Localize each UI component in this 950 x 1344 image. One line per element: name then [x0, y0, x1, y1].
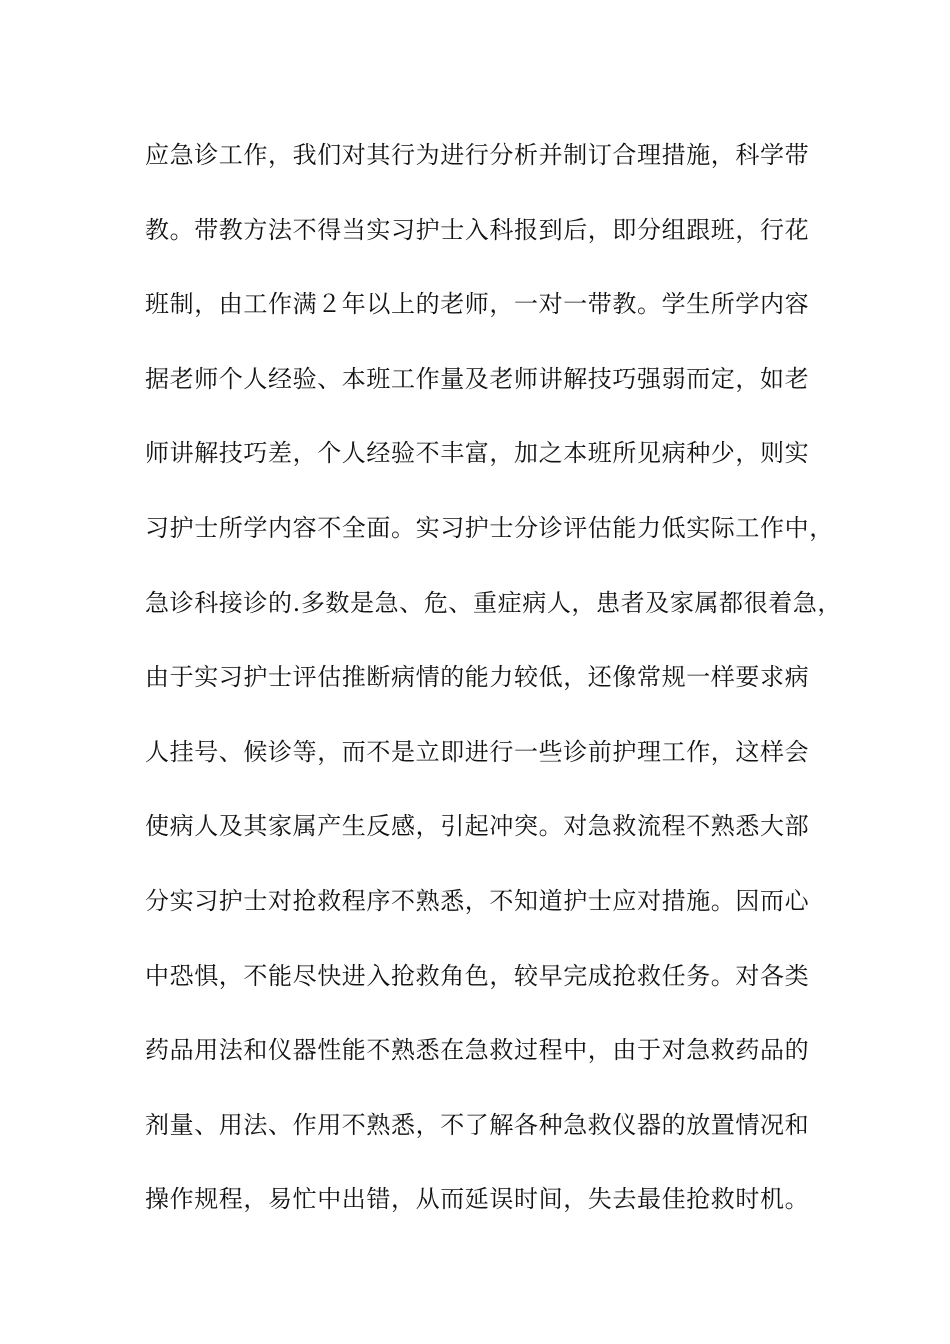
text-line: 药品用法和仪器性能不熟悉在急救过程中，由于对急救药品的	[145, 1036, 810, 1065]
text-line: 据老师个人经验、本班工作量及老师讲解技巧强弱而定，如老	[145, 364, 810, 393]
text-line: 使病人及其家属产生反感，引起冲突。对急救流程不熟悉大部	[145, 812, 810, 841]
text-line: 急诊科接诊的.多数是急、危、重症病人，患者及家属都很着急，	[145, 588, 843, 617]
text-line: 教。带教方法不得当实习护士入科报到后，即分组跟班，行花	[145, 215, 810, 244]
text-line: 习护士所学内容不全面。实习护士分诊评估能力低实际工作中，	[145, 513, 834, 542]
text-line: 应急诊工作，我们对其行为进行分析并制订合理措施，科学带	[145, 141, 810, 169]
text-line: 中恐惧，不能尽快进入抢救角色，较早完成抢救任务。对各类	[145, 961, 810, 990]
text-line: 师讲解技巧差，个人经验不丰富，加之本班所见病种少，则实	[145, 439, 810, 468]
text-line: 班制，由工作满２年以上的老师，一对一带教。学生所学内容	[145, 290, 810, 319]
body-paragraph	[145, 133, 843, 1252]
text-line: 分实习护士对抢救程序不熟悉，不知道护士应对措施。因而心	[145, 886, 810, 915]
text-line: 由于实习护士评估推断病情的能力较低，还像常规一样要求病	[145, 663, 810, 692]
text-line: 人挂号、候诊等，而不是立即进行一些诊前护理工作，这样会	[145, 737, 810, 766]
text-line: 操作规程，易忙中出错，从而延误时间，失去最佳抢救时机。	[145, 1185, 810, 1214]
text-line: 剂量、用法、作用不熟悉，不了解各种急救仪器的放置情况和	[145, 1110, 810, 1139]
